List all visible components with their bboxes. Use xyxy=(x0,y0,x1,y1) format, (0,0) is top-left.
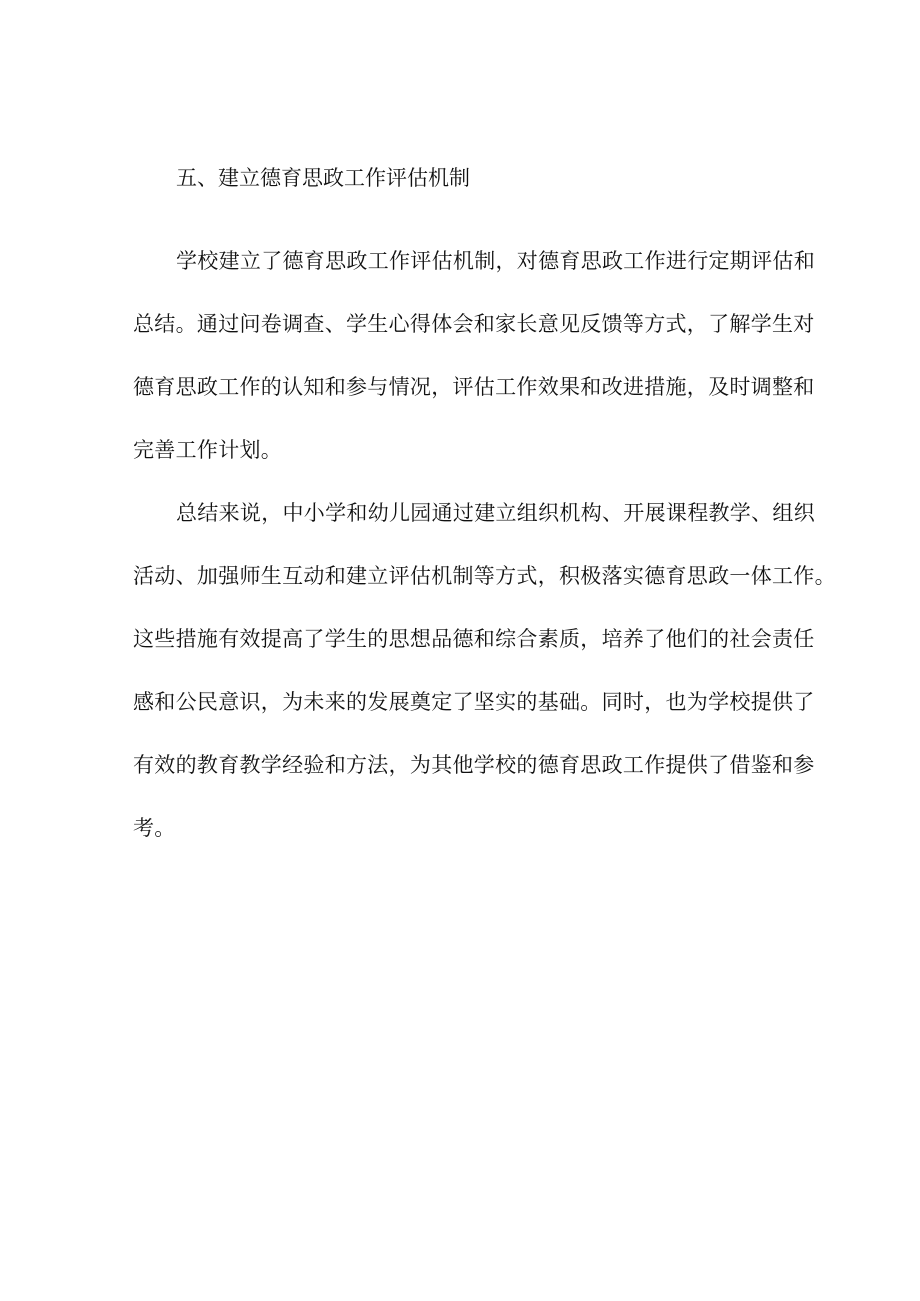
paragraph-line: 有效的教育教学经验和方法，为其他学校的德育思政工作提供了借鉴和参 xyxy=(133,753,815,777)
paragraph-line: 活动、加强师生互动和建立评估机制等方式，积极落实德育思政一体工作。 xyxy=(133,564,836,588)
paragraph-line: 感和公民意识，为未来的发展奠定了坚实的基础。同时，也为学校提供了 xyxy=(133,690,815,714)
paragraph-line: 完善工作计划。 xyxy=(133,438,283,462)
paragraph-line: 考。 xyxy=(133,816,176,840)
paragraph-line: 总结。通过问卷调查、学生心得体会和家长意见反馈等方式，了解学生对 xyxy=(133,312,815,336)
paragraph-line: 学校建立了德育思政工作评估机制，对德育思政工作进行定期评估和 xyxy=(176,249,815,273)
paragraph-summary xyxy=(133,482,836,860)
paragraph-evaluation xyxy=(133,230,815,482)
paragraph-line: 这些措施有效提高了学生的思想品德和综合素质，培养了他们的社会责任 xyxy=(133,627,815,651)
paragraph-line: 总结来说，中小学和幼儿园通过建立组织机构、开展课程教学、组织 xyxy=(176,501,815,525)
section-heading: 五、建立德育思政工作评估机制 xyxy=(176,166,470,190)
document-body xyxy=(133,146,836,860)
paragraph-line: 德育思政工作的认知和参与情况，评估工作效果和改进措施，及时调整和 xyxy=(133,375,815,399)
